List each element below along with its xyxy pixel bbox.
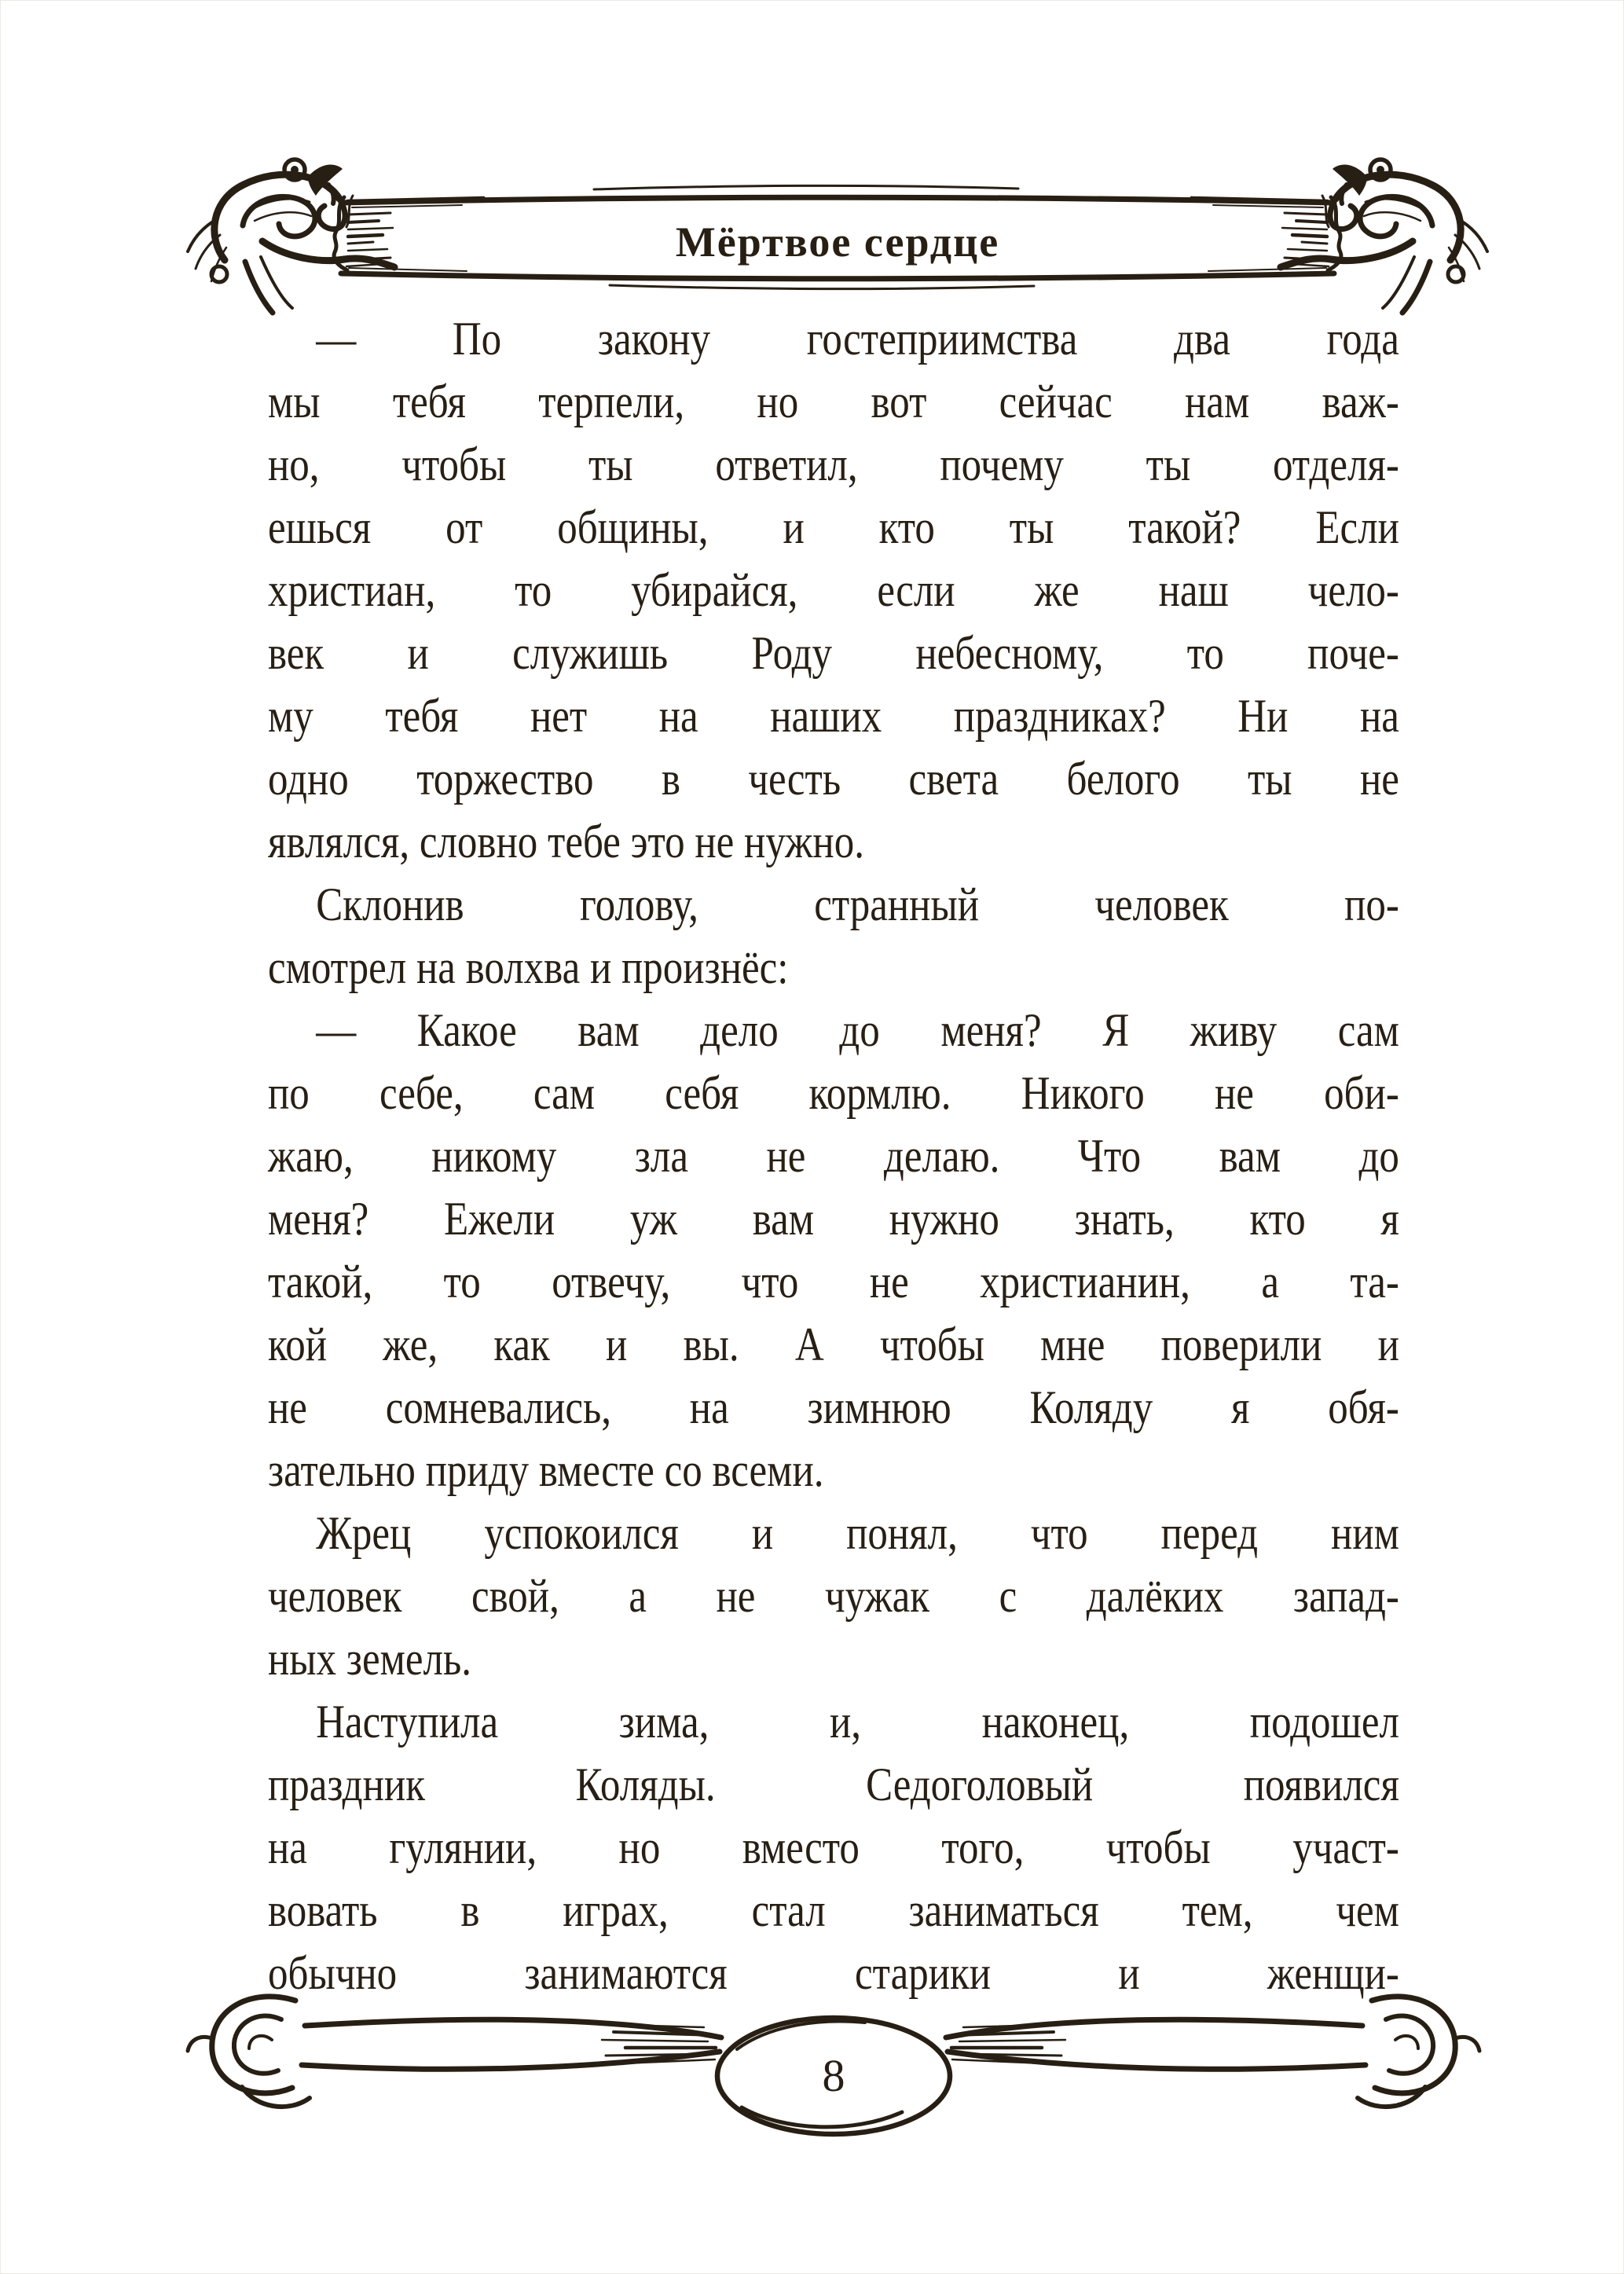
text-line: мы тебя терпели, но вот сейчас нам важ- [268, 376, 1399, 427]
text-line: жаю, никому зла не делаю. Что вам до [268, 1130, 1399, 1182]
text-line: по себе, сам себя кормлю. Никого не оби- [268, 1067, 1399, 1119]
text-line: одно торжество в честь света белого ты не [268, 753, 1399, 805]
page-title: Мёртвое сердце [675, 218, 1000, 266]
text-line: — По закону гостеприимства два года [316, 313, 1399, 365]
text-line: праздник Коляды. Седоголовый появился [268, 1759, 1399, 1810]
text-column [268, 307, 1399, 2004]
page-number: 8 [822, 2050, 845, 2101]
paragraph [268, 1690, 1399, 2004]
paragraph [268, 999, 1399, 1502]
text-line: являлся, словно тебе это не нужно. [268, 816, 864, 867]
text-line: меня? Ежели уж вам нужно знать, кто я [268, 1193, 1399, 1245]
text-line: вовать в играх, стал заниматься тем, чем [268, 1884, 1399, 1936]
paragraph [268, 1502, 1399, 1690]
text-line: не сомневались, на зимнюю Коляду я обя- [268, 1381, 1399, 1433]
text-line: Жрец успокоился и понял, что перед ним [316, 1507, 1399, 1559]
paragraph [268, 307, 1399, 873]
text-line: — Какое вам дело до меня? Я живу сам [316, 1004, 1399, 1056]
text-line: смотрел на волхва и произнёс: [268, 941, 789, 993]
text-line: такой, то отвечу, что не христианин, а та- [268, 1256, 1399, 1308]
text-line: Наступила зима, и, наконец, подошел [316, 1696, 1399, 1748]
text-line: человек свой, а не чужак с далёких запад- [268, 1570, 1399, 1622]
text-line: зательно приду вместе со всеми. [268, 1444, 824, 1496]
text-line: ных земель. [268, 1633, 471, 1685]
text-line: ешься от общины, и кто ты такой? Если [268, 501, 1399, 553]
text-line: но, чтобы ты ответил, почему ты отделя- [268, 438, 1399, 490]
text-line: кой же, как и вы. А чтобы мне поверили и [268, 1319, 1399, 1370]
paragraph [268, 873, 1399, 999]
text-line: век и служишь Роду небесному, то поче- [268, 627, 1399, 679]
text-line: христиан, то убирайся, если же наш чело- [268, 564, 1399, 616]
text-line: обычно занимаются старики и женщи- [268, 1947, 1399, 1999]
text-line: му тебя нет на наших праздниках? Ни на [268, 690, 1399, 742]
text-line: на гулянии, но вместо того, чтобы участ- [268, 1821, 1399, 1873]
text-line: Склонив голову, странный человек по- [316, 878, 1399, 930]
